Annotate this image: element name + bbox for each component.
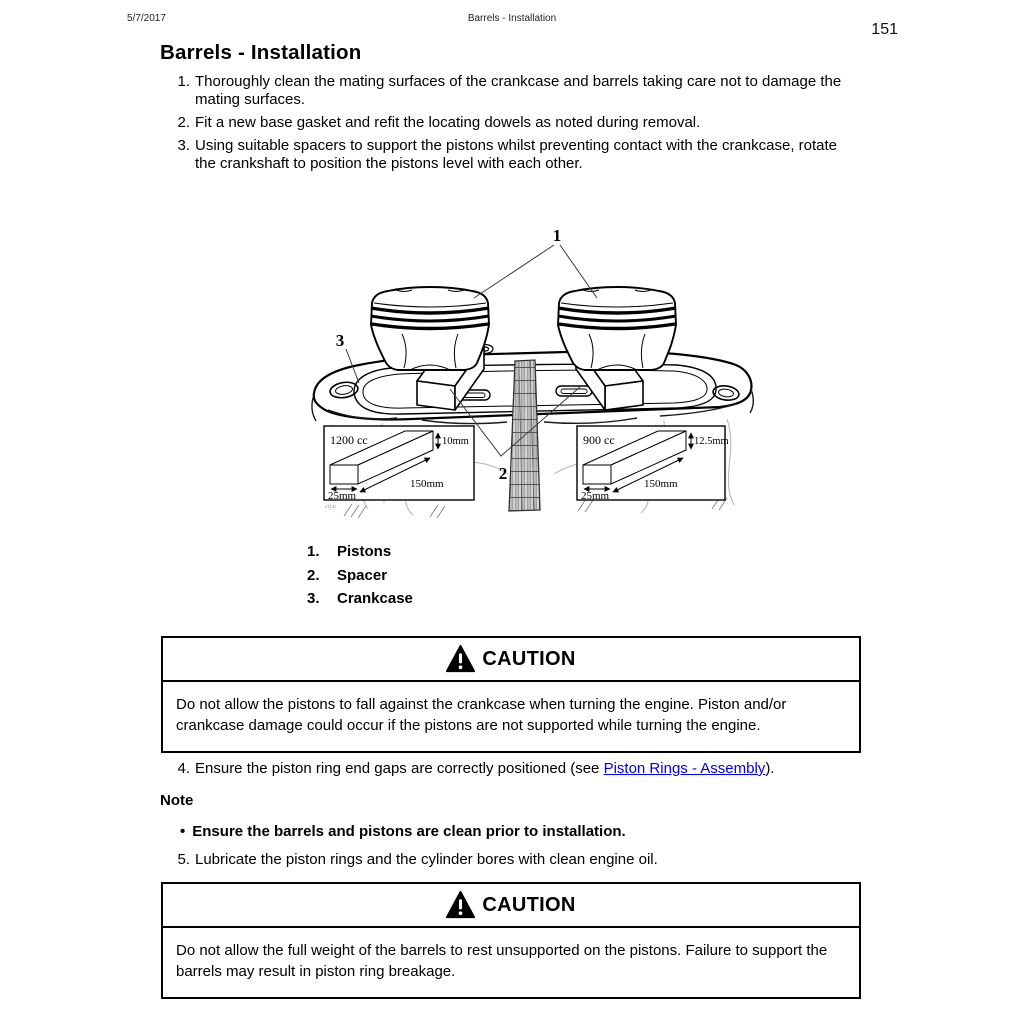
caution-body: Do not allow the pistons to fall against the crankcase when turning the engine. Piston and/or crankcase damage could occur if the pistons are not supported while turning the engine. (176, 696, 787, 734)
page-title: Barrels - Installation (160, 41, 362, 64)
figure-drawing (292, 213, 762, 535)
caution-title: CAUTION (482, 647, 576, 670)
length-dim: 150mm (410, 478, 444, 490)
step-4-text-after: ). (765, 760, 775, 777)
legend-item-crankcase (307, 591, 413, 606)
step-text: Using suitable spacers to support the pistons whilst preventing contact with the crankcase, rotate the crankshaft to position the pistons level with each other. (195, 137, 838, 172)
step-5-block (160, 851, 860, 874)
step-number: 1. (177, 73, 190, 90)
note-heading: Note (160, 792, 194, 809)
header-doc-title: Barrels - Installation (467, 13, 557, 24)
step-number: 2. (177, 114, 190, 131)
step-5 (160, 851, 860, 869)
step-4 (160, 760, 860, 778)
inset-900cc (577, 426, 729, 502)
step-number: 4. (177, 760, 190, 777)
inset-1200cc (324, 426, 474, 502)
header-date: 5/7/2017 (127, 13, 166, 24)
inset-title: 1200 cc (330, 433, 368, 447)
width-dim: 25mm (581, 490, 610, 502)
legend-item-spacer (307, 568, 413, 583)
width-dim: 25mm (328, 490, 357, 502)
bullet-marker: • (180, 823, 186, 840)
figure-watermark: ctyu (325, 503, 336, 510)
legend-label: Spacer (337, 566, 388, 584)
callout-1: 1 (552, 226, 562, 245)
step-number: 3. (177, 137, 190, 154)
height-dim: 12.5mm (694, 436, 729, 447)
caution-triangle-icon (446, 891, 475, 920)
step-1 (160, 73, 860, 109)
height-dim: 10mm (442, 436, 469, 447)
caution-box-1 (161, 636, 861, 753)
piston-right (558, 287, 676, 370)
page-number: 151 (871, 21, 898, 38)
legend-label: Pistons (337, 543, 392, 560)
note-bullet-text: Ensure the barrels and pistons are clean prior to installation. (192, 823, 626, 840)
step-4-block (160, 760, 860, 783)
instruction-list (160, 73, 860, 178)
step-number: 5. (177, 851, 190, 868)
piston-rings-assembly-link[interactable]: Piston Rings - Assembly (603, 760, 766, 777)
caution-body: Do not allow the full weight of the barrels to rest unsupported on the pistons. Failure to support the barrels may result in piston ring breakage. (176, 942, 828, 980)
note-bullet-item (180, 823, 626, 840)
caution-triangle-icon (446, 645, 475, 674)
inset-title: 900 cc (583, 433, 615, 447)
legend-item-pistons (307, 544, 413, 559)
step-3 (160, 137, 860, 173)
legend-number: 3. (307, 590, 320, 607)
step-text: Fit a new base gasket and refit the locating dowels as noted during removal. (195, 114, 701, 131)
step-text (195, 760, 860, 778)
caution-title: CAUTION (482, 893, 576, 916)
figure-legend (307, 544, 413, 615)
callout-2: 2 (498, 464, 508, 483)
caution-box-2 (161, 882, 861, 999)
legend-number: 1. (307, 543, 320, 560)
step-text: Thoroughly clean the mating surfaces of the crankcase and barrels taking care not to damage the mating surfaces. (195, 73, 842, 108)
piston (371, 287, 489, 370)
length-dim: 150mm (644, 478, 678, 490)
pistons-spacer-figure (292, 213, 762, 535)
caution-header (163, 638, 859, 682)
legend-label: Crankcase (337, 590, 413, 607)
callout-3: 3 (335, 331, 345, 350)
caution-header (163, 884, 859, 928)
step-2 (160, 114, 860, 132)
step-4-text-before: Ensure the piston ring end gaps are correctly positioned (see (195, 760, 604, 777)
step-text: Lubricate the piston rings and the cylinder bores with clean engine oil. (195, 851, 658, 868)
legend-number: 2. (307, 566, 320, 584)
